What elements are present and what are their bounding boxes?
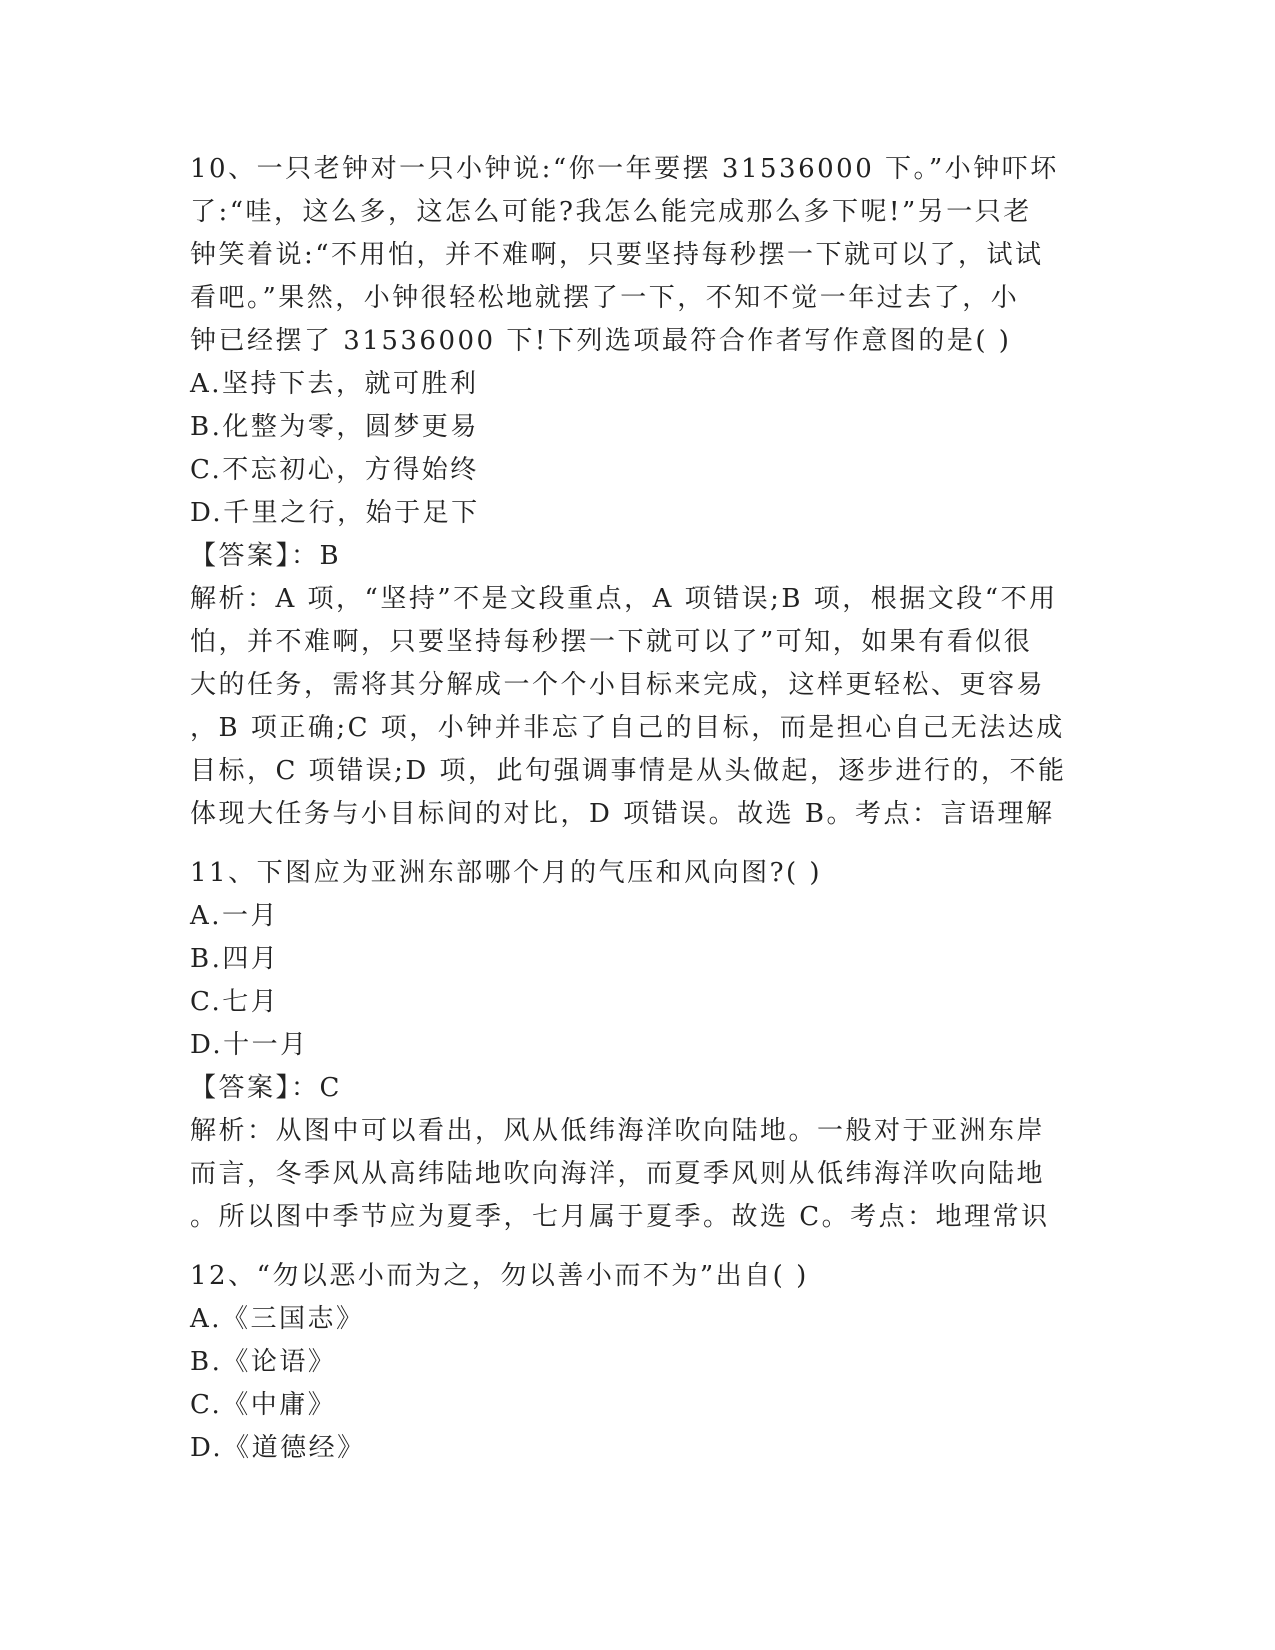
document-page <box>190 148 1090 1470</box>
analysis-line: 怕，并不难啊，只要坚持每秒摆一下就可以了”可知，如果有看似很 <box>190 627 1033 657</box>
answer-label: 【答案】：B <box>190 541 342 571</box>
question-stem-line: 钟已经摆了 31536000 下!下列选项最符合作者写作意图的是( ) <box>190 326 1012 356</box>
option-d: D.《道德经》 <box>190 1433 366 1463</box>
analysis-line: 解析：从图中可以看出，风从低纬海洋吹向陆地。一般对于亚洲东岸 <box>190 1116 1046 1146</box>
question-12 <box>190 1255 1090 1470</box>
analysis-line: 而言，冬季风从高纬陆地吹向海洋，而夏季风则从低纬海洋吹向陆地 <box>190 1159 1046 1189</box>
option-d: D.十一月 <box>190 1030 309 1060</box>
question-stem-line: 10、一只老钟对一只小钟说:“你一年要摆 31536000 下。”小钟吓坏 <box>190 154 1059 184</box>
question-stem-line: 11、下图应为亚洲东部哪个月的气压和风向图?( ) <box>190 858 823 888</box>
analysis-line: 体现大任务与小目标间的对比，D 项错误。故选 B。考点：言语理解 <box>190 799 1055 829</box>
option-b: B.《论语》 <box>190 1347 337 1377</box>
option-d: D.千里之行，始于足下 <box>190 498 480 528</box>
option-b: B.化整为零，圆梦更易 <box>190 412 479 442</box>
option-c: C.不忘初心，方得始终 <box>190 455 479 485</box>
option-a: A.坚持下去，就可胜利 <box>190 369 479 399</box>
question-10 <box>190 148 1090 836</box>
option-c: C.《中庸》 <box>190 1390 337 1420</box>
analysis-line: 。所以图中季节应为夏季，七月属于夏季。故选 C。考点：地理常识 <box>190 1202 1050 1232</box>
option-c: C.七月 <box>190 987 280 1017</box>
option-a: A.《三国志》 <box>190 1304 365 1334</box>
question-stem-line: 看吧。”果然，小钟很轻松地就摆了一下，不知不觉一年过去了，小 <box>190 283 1020 313</box>
analysis-line: 大的任务，需将其分解成一个个小目标来完成，这样更轻松、更容易 <box>190 670 1046 700</box>
question-spacer <box>190 836 1090 852</box>
question-stem-line: 钟笑着说:“不用怕，并不难啊，只要坚持每秒摆一下就可以了，试试 <box>190 240 1044 270</box>
question-spacer <box>190 1239 1090 1255</box>
option-a: A.一月 <box>190 901 280 931</box>
answer-label: 【答案】：C <box>190 1073 342 1103</box>
analysis-line: ，B 项正确;C 项，小钟并非忘了自己的目标，而是担心自己无法达成 <box>190 713 1065 743</box>
question-11 <box>190 852 1090 1239</box>
option-b: B.四月 <box>190 944 280 974</box>
question-stem-line: 了:“哇，这么多，这怎么可能?我怎么能完成那么多下呢!”另一只老 <box>190 197 1032 227</box>
analysis-line: 解析：A 项，“坚持”不是文段重点，A 项错误;B 项，根据文段“不用 <box>190 584 1058 614</box>
question-stem-line: 12、“勿以恶小而为之，勿以善小而不为”出自( ) <box>190 1261 809 1291</box>
analysis-line: 目标，C 项错误;D 项，此句强调事情是从头做起，逐步进行的，不能 <box>190 756 1067 786</box>
